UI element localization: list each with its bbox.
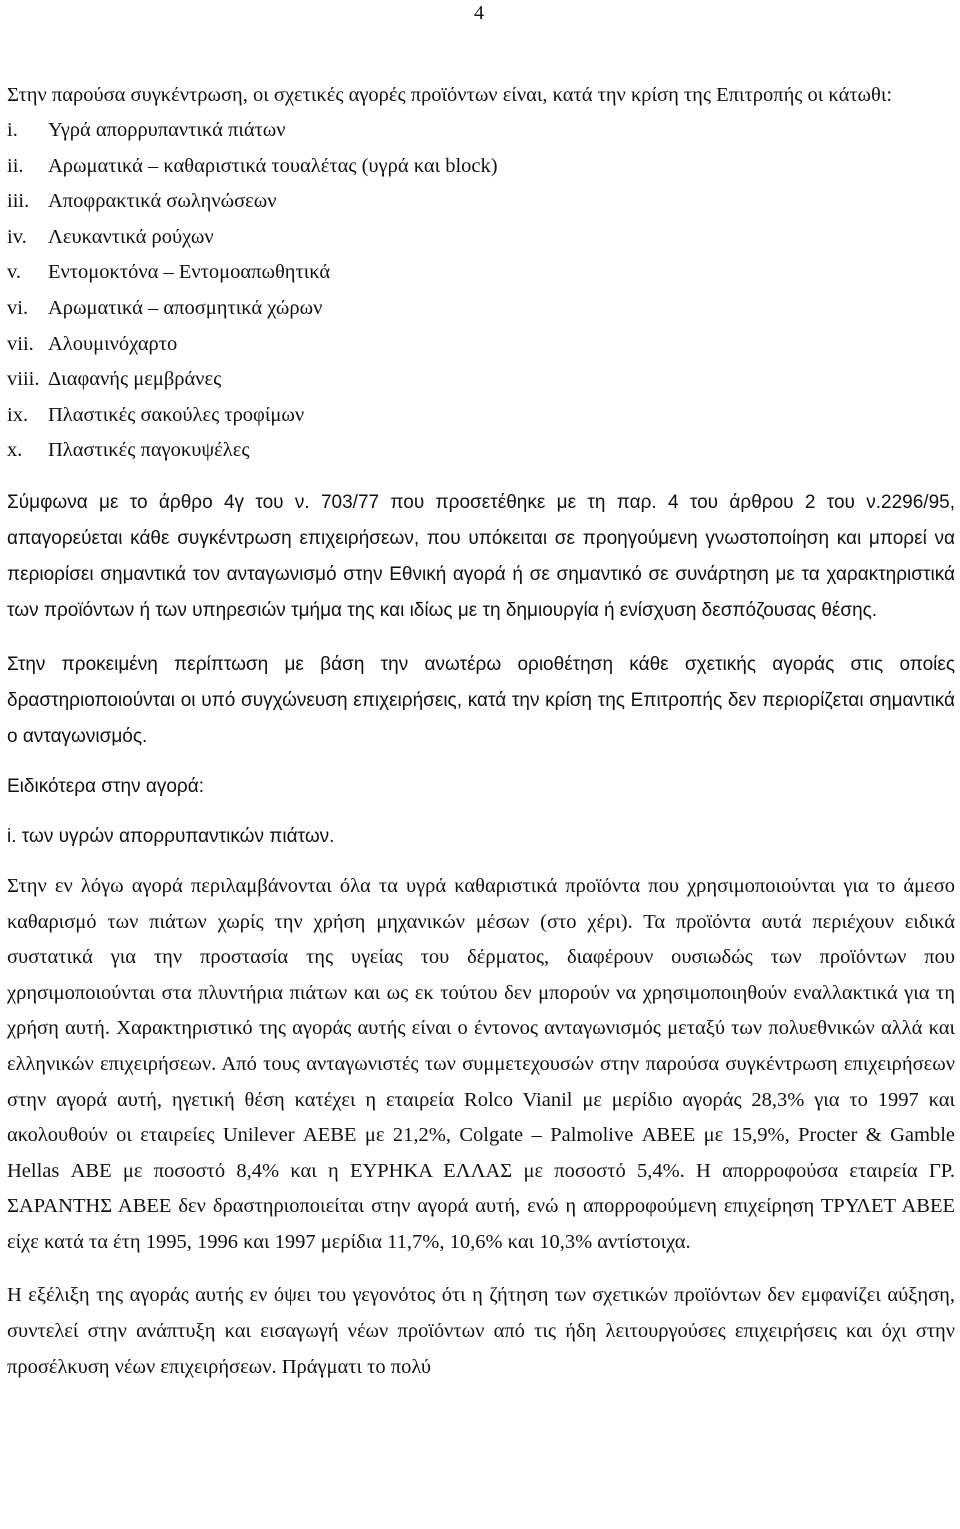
- market-evolution-paragraph: Η εξέλιξη της αγοράς αυτής εν όψει του γεγονότος ότι η ζήτηση των σχετικών προϊόντων δεν εμφανίζει αύξηση, συντελεί στην ανάπτυξη και εισαγωγή νέων προϊόντων από τις ήδη λειτουργούσες επιχειρήσεις και όχι στην προσέλκυση νέων επιχειρήσεων. Πράγματι το πολύ: [7, 1284, 955, 1378]
- market-item-number: ix.: [7, 403, 29, 426]
- assessment-paragraph: Στην προκειμένη περίπτωση με βάση την ανωτέρω οριοθέτηση κάθε σχετικής αγοράς στις οποίες δραστηριοποιούνται οι υπό συγχώνευση επιχειρήσεις, κατά την κρίση της Επιτροπής δεν περιορίζεται σημαντικά ο ανταγωνισμός.: [7, 653, 955, 747]
- market-list-item: [7, 398, 955, 434]
- market-item-number: ii.: [7, 154, 24, 177]
- page-number: 4: [474, 2, 484, 24]
- market-list-item: [7, 327, 955, 363]
- market-item-number: iii.: [7, 190, 30, 213]
- market-item-label: Αρωματικά – καθαριστικά τουαλέτας (υγρά και block): [48, 154, 498, 177]
- market-item-label: Πλαστικές παγοκυψέλες: [48, 439, 250, 462]
- market-list-item: [7, 149, 955, 185]
- market-list-item: [7, 255, 955, 291]
- market-item-label: Αλουμινόχαρτο: [48, 332, 178, 355]
- market-item-number: v.: [7, 261, 22, 284]
- market-item-number: vi.: [7, 296, 29, 319]
- analysis-section: [7, 869, 955, 1385]
- market-item-number: viii.: [7, 368, 40, 391]
- market-item-label: Πλαστικές σακούλες τροφίμων: [48, 403, 305, 426]
- market-list-item: [7, 113, 955, 149]
- legal-paragraph: Σύμφωνα με το άρθρο 4γ του ν. 703/77 που προσετέθηκε με τη παρ. 4 του άρθρου 2 του ν.2296/95, απαγορεύεται κάθε συγκέντρωση επιχειρήσεων, που υπόκειται σε προηγούμενη γνωστοποίηση και μπορεί να περιορίσει σημαντικά τον ανταγωνισμό στην Εθνική αγορά ή σε σημαντικό σε συνάρτηση με τα χαρακτηριστικά των προϊόντων ή των υπηρεσιών τμήμα της και ιδίως με τη δημιουργία ή ενίσχυση δεσπόζουσας θέσης.: [7, 491, 955, 621]
- intro-paragraph: Στην παρούσα συγκέντρωση, οι σχετικές αγορές προϊόντων είναι, κατά την κρίση της Επιτροπής οι κάτωθι:: [7, 84, 893, 106]
- market-item-number: vii.: [7, 332, 34, 355]
- market-list-item: [7, 184, 955, 220]
- document-body: [7, 78, 955, 1385]
- specifically-heading: Ειδικότερα στην αγορά:: [7, 775, 205, 797]
- market-item-label: Αποφρακτικά σωληνώσεων: [48, 190, 277, 213]
- market-item-label: Εντομοκτόνα – Εντομοαπωθητικά: [48, 261, 331, 284]
- market-item-number: i.: [7, 119, 18, 141]
- market-item-label: Διαφανής μεμβράνες: [48, 368, 222, 391]
- market-list-item: [7, 433, 955, 469]
- market-description-paragraph: Στην εν λόγω αγορά περιλαμβάνονται όλα τα υγρά καθαριστικά προϊόντα που χρησιμοποιούνται για το άμεσο καθαρισμό των πιάτων χωρίς την χρήση μηχανικών μέσων (στο χέρι). Τα προϊόντα αυτά περιέχουν ειδικά συστατικά για την προστασία της υγείας του δέρματος, διαφέρουν ουσιωδώς των προϊόντων που χρησιμοποιούνται στα πλυντήρια πιάτων και ως εκ τούτου δεν μπορούν να χρησιμοποιηθούν εναλλακτικά για τη χρήση αυτή. Χαρακτηριστικό της αγοράς αυτής είναι ο έντονος ανταγωνισμός μεταξύ των πολυεθνικών αλλά και ελληνικών επιχειρήσεων. Από τους ανταγωνιστές των συμμετεχουσών στην παρούσα συγκέντρωση επιχειρήσεων στην αγορά αυτή, ηγετική θέση κατέχει η εταιρεία Rolco Vianil με μερίδιο αγοράς 28,3% για το 1997 και ακολουθούν οι εταιρείες Unilever ΑΕΒΕ με 21,2%, Colgate – Palmolive ΑΒΕΕ με 15,9%, Procter & Gamble Hellas ΑΒΕ με ποσοστό 8,4% και η ΕΥΡΗΚΑ ΕΛΛΑΣ με ποσοστό 5,4%. Η απορροφούσα εταιρεία ΓΡ. ΣΑΡΑΝΤΗΣ ΑΒΕΕ δεν δραστηριοποιείται στην αγορά αυτή, ενώ η απορροφούμενη επιχείρηση ΤΡΥΛΕΤ ΑΒΕΕ είχε κατά τα έτη 1995, 1996 και 1997 μερίδια 11,7%, 10,6% και 10,3% αντίστοιχα.: [7, 874, 955, 1253]
- market-subheading: i. των υγρών απορρυπαντικών πιάτων.: [7, 825, 335, 847]
- legal-section: [7, 485, 955, 855]
- market-list-item: [7, 291, 955, 327]
- market-list-item: [7, 362, 955, 398]
- market-item-label: Λευκαντικά ρούχων: [48, 225, 214, 248]
- market-item-number: iv.: [7, 225, 27, 248]
- market-item-number: x.: [7, 439, 23, 462]
- market-item-label: Υγρά απορρυπαντικά πιάτων: [48, 119, 286, 141]
- relevant-markets-list: [7, 113, 955, 469]
- market-item-label: Αρωματικά – αποσμητικά χώρων: [48, 296, 323, 319]
- market-list-item: [7, 220, 955, 256]
